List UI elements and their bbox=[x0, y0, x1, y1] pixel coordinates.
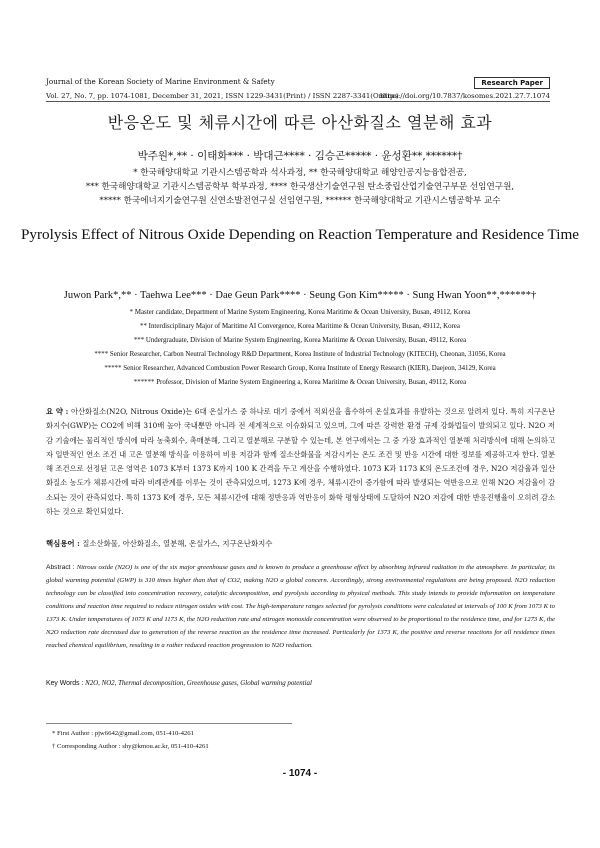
english-title: Pyrolysis Effect of Nitrous Oxide Depending on Reaction Temperature and Residence Time bbox=[20, 226, 580, 243]
english-authors: Juwon Park*,** · Taehwa Lee*** · Dae Geun Park**** · Seung Gon Kim***** · Sung Hwan Yoon**,******† bbox=[63, 290, 537, 301]
footnote-first-author: * First Author : pjw6642@gmail.com, 051-410-4261 bbox=[52, 730, 194, 737]
korean-keywords-label: 핵심용어 : bbox=[46, 539, 80, 548]
korean-keywords-text: 질소산화물, 아산화질소, 열분해, 온실가스, 지구온난화지수 bbox=[82, 539, 273, 548]
english-keywords-label: Key Words : bbox=[46, 680, 84, 687]
research-paper-badge: Research Paper bbox=[474, 77, 550, 89]
doi-link[interactable]: https://doi.org/10.7837/kosomes.2021.27.7.1074 bbox=[380, 92, 550, 100]
english-affiliation-2: ** Interdisciplinary Major of Maritime AI Convergence, Korea Maritime & Ocean University, Busan, 49112, Korea bbox=[140, 323, 460, 330]
english-affiliation-6: ****** Professor, Division of Marine System Engineering a, Korea Maritime & Ocean University, Busan, 49112, Korea bbox=[133, 379, 467, 386]
english-keywords bbox=[46, 680, 312, 687]
english-abstract-text: Nitrous oxide (N2O) is one of the six major greenhouse gases and is known to produce a greenhouse effect by absorbing infrared radiation in the atmosphere. In particular, its global warming potential (GWP) is 310 times higher than that of CO2, making N2O a global concern. Accordingly, strong environmental regulations are being proposed. N2O reduction technology can be classified into concentration recovery, catalytic decomposition, and pyrolysis according to physical methods. This study intends to provide information on temperature conditions and reaction time required to reduce nitrogen oxides with cost. The high-temperature ranges selected for pyrolysis conditions were calculated at intervals of 100 K from 1073 K to 1373 K. Under temperatures of 1073 K and 1173 K, the N2O reduction rate and nitrogen monoxide concentration were observed to be proportional to the residence time, and for 1273 K, the N2O reduction rate decreased due to generation of the reverse reaction as the residence time increased. Particularly for 1373 K, the positive and reverse reactions for all residence times reached chemical equilibrium, resulting in a rather reduced reaction progression to N2O reduction. bbox=[46, 564, 556, 649]
footnote-rule bbox=[46, 723, 292, 724]
korean-affiliation-2: *** 한국해양대학교 기관시스템공학부 학부과정, **** 한국생산기술연구원 탄소중립산업기술연구부문 선임연구원, bbox=[85, 182, 515, 192]
korean-abstract bbox=[46, 405, 555, 519]
english-affiliation-3: *** Undergraduate, Division of Marine System Engineering, Korea Maritime & Ocean University, Busan, 49112, Korea bbox=[133, 337, 467, 344]
journal-name: Journal of the Korean Society of Marine Environment & Safety bbox=[46, 77, 275, 86]
korean-keywords bbox=[46, 538, 272, 549]
korean-title: 반응온도 및 체류시간에 따른 아산화질소 열분해 효과 bbox=[107, 113, 493, 132]
volume-line: Vol. 27, No. 7, pp. 1074-1081, December 31, 2021, ISSN 1229-3431(Print) / ISSN 2287-3341(Online) bbox=[46, 92, 399, 100]
header-rule bbox=[46, 101, 550, 102]
english-keywords-text: N2O, NO2, Thermal decomposition, Greenhouse gases, Global warming potential bbox=[85, 680, 312, 687]
page-number: - 1074 - bbox=[282, 768, 318, 779]
english-affiliation-4: **** Senior Researcher, Carbon Neutral Technology R&D Department, Korea Institute of Industrial Technology (KITECH), Cheonan, 31056, Korea bbox=[94, 351, 506, 358]
korean-authors: 박주원*,** · 이태화*** · 박대근**** · 김승곤***** · 윤성환**,******† bbox=[137, 150, 463, 162]
korean-abstract-text: 아산화질소(N2O, Nitrous Oxide)는 6대 온실가스 중 하나로 대기 중에서 적외선을 흡수하여 온실효과를 유발하는 것으로 알려져 있다. 특히 지구온난화지수(GWP)는 CO2에 비해 310배 높아 국내뿐만 아니라 전 세계적으로 이슈화되고 있으며, 그에 따른 강력한 환경 규제 강화법들이 발의되고 있다. N2O 저감 기술에는 물리적인 방식에 따라 농축회수, 촉매분해, 그리고 열분해로 구분할 수 있는데, 본 연구에서는 그 중 가장 효과적인 열분해 처리방식에 대해 논의하고자 일반적인 연소 조건 내 고온 열분해 방식을 이용하여 비용 저감과 함께 질소산화물을 저감시키는 온도 조건 및 반응 시간에 대한 정보를 제공하고자 한다. 열분해 조건으로 선정된 고온 영역은 1073 K부터 1373 K까지 100 K 간격을 두고 계산을 수행하였다. 1073 K과 1173 K의 온도조건에 경우, N2O 저감율과 일산화질소 농도가 체류시간에 따라 비례관계를 이루는 것이 관측되었으며, 1273 K에 경우, 체류시간이 증가함에 따라 발생되는 역반응으로 인해 N2O 저감율이 감소되는 것이 관측되었다. 특히 1373 K에 경우, 모든 체류시간에 대해 정반응과 역반응이 화학 평형상태에 도달하여 N2O 저감에 대한 반응진행율이 오히려 감소하는 것으로 확인되었다. bbox=[46, 407, 556, 517]
korean-affiliation-3: ***** 한국에너지기술연구원 신연소발전연구실 선임연구원, ****** 한국해양대학교 기관시스템공학부 교수 bbox=[99, 196, 501, 206]
korean-affiliation-1: * 한국해양대학교 기관시스템공학과 석사과정, ** 한국해양대학교 해양인공지능융합전공, bbox=[133, 168, 467, 178]
korean-abstract-label: 요 약 : bbox=[46, 407, 69, 416]
english-abstract bbox=[46, 561, 555, 652]
english-affiliation-1: * Master candidate, Department of Marine System Engineering, Korea Maritime & Ocean University, Busan, 49112, Korea bbox=[129, 309, 471, 316]
footnote-corresponding-author: † Corresponding Author : shy@kmou.ac.kr, 051-410-4261 bbox=[52, 743, 209, 750]
english-abstract-label: Abstract : bbox=[46, 564, 75, 571]
english-affiliation-5: ***** Senior Researcher, Advanced Combustion Power Research Group, Korea Institute of Energy Research (KIER), Daejeon, 34129, Korea bbox=[104, 365, 496, 372]
